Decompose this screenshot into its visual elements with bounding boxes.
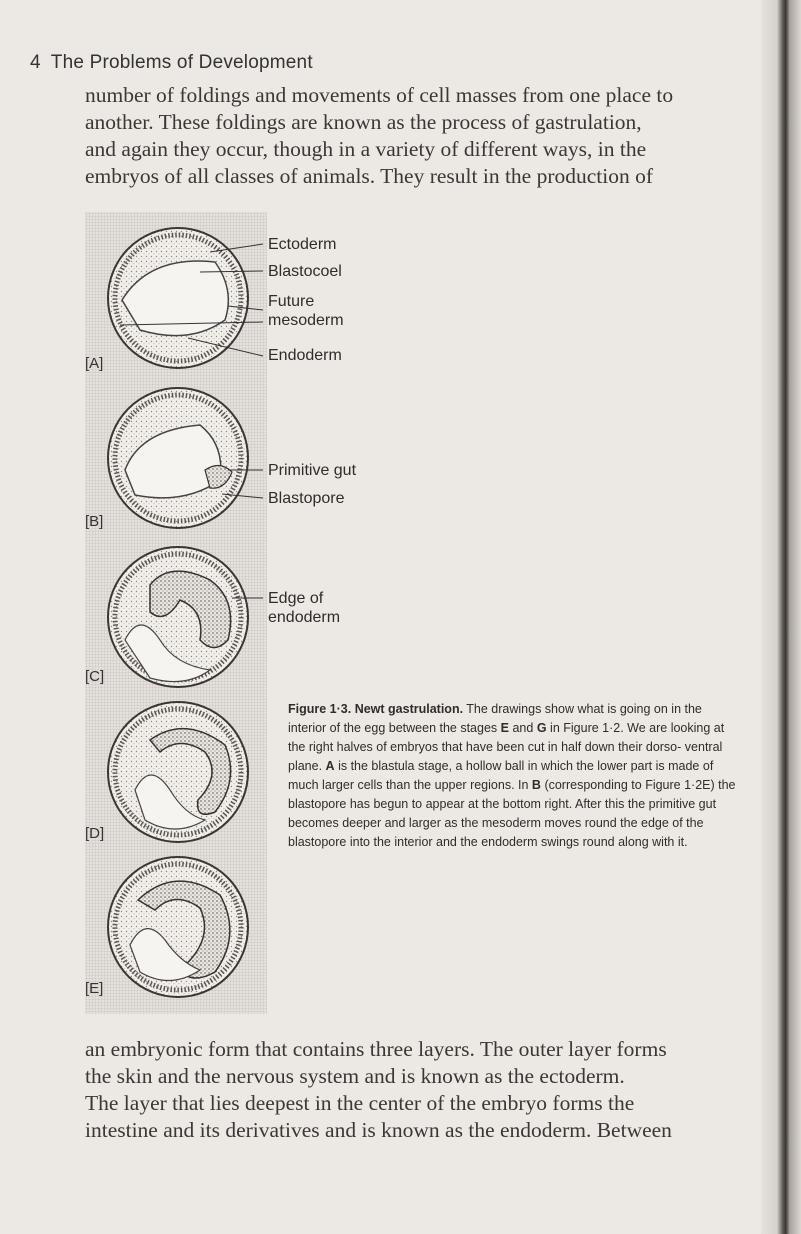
caption-bold-letter: A <box>325 759 335 773</box>
panel-label-b: [B] <box>85 513 104 530</box>
caption-text: and <box>512 721 534 735</box>
panel-label-d: [D] <box>85 825 105 842</box>
caption-text: in Figure 1·2. We are looking at the right halves <box>288 721 725 754</box>
caption-text: The drawings show what <box>466 702 604 716</box>
panel-b-embryo-drawing <box>108 388 263 528</box>
caption-bold-letter: E <box>500 721 509 735</box>
panel-label-e: [E] <box>85 980 104 997</box>
label-mesoderm: mesoderm <box>268 312 344 329</box>
text-line: an embryonic form that contains three layers. The outer layer forms <box>85 1037 667 1061</box>
panel-c-embryo-drawing <box>108 547 263 687</box>
caption-text: (corresponding to Figure 1·2E) the <box>544 778 736 792</box>
caption-figure-number: Figure 1·3. <box>288 702 352 716</box>
caption-bold-letter: G <box>536 721 547 735</box>
label-edge-of: Edge of <box>268 590 324 607</box>
body-paragraph-bottom <box>85 1036 740 1144</box>
label-endoderm-2: endoderm <box>268 609 341 626</box>
text-line: intestine and its derivatives and is known as the endoderm. Between <box>85 1118 672 1142</box>
panel-label-c: [C] <box>85 668 105 685</box>
panel-e-embryo-drawing <box>108 857 248 997</box>
panel-label-a: [A] <box>85 355 104 372</box>
panel-a-embryo-drawing <box>108 228 263 368</box>
figure-caption <box>288 700 738 852</box>
caption-text: blastopore has begun to appear at the bottom right. After <box>288 797 602 811</box>
label-future: Future <box>268 293 315 310</box>
text-line: and again they occur, though in a variety of different ways, in the <box>85 137 647 161</box>
caption-bold-letter: B <box>531 778 541 792</box>
caption-text: mesoderm moves round the edge of the blastopore into <box>288 816 704 849</box>
caption-text: the interior and the endoderm swings round along with it. <box>373 835 688 849</box>
caption-text: which the lower part is made of much larger cells than the <box>288 759 714 792</box>
caption-text: upper regions. In <box>434 778 529 792</box>
label-endoderm: Endoderm <box>268 347 342 364</box>
chapter-title: The Problems of Development <box>50 52 313 73</box>
label-ectoderm: Ectoderm <box>268 236 337 253</box>
text-line: the skin and the nervous system and is known as the ectoderm. <box>85 1064 625 1088</box>
caption-title: Newt gastrulation. <box>354 702 464 716</box>
label-blastopore: Blastopore <box>268 490 345 507</box>
caption-text: is going on in the interior of the egg between the stages <box>288 702 702 735</box>
caption-text: of embryos that have been cut in half down their dorso- <box>376 740 682 754</box>
text-line: another. These foldings are known as the process of gastrulation, <box>85 110 642 134</box>
text-line: The layer that lies deepest in the center of the embryo forms the <box>85 1091 635 1115</box>
page-number: 4 <box>30 52 41 73</box>
caption-text: is the blastula stage, a hollow ball in <box>338 759 538 773</box>
text-line: embryos of all classes of animals. They result in the production of <box>85 164 654 188</box>
label-blastocoel: Blastocoel <box>268 263 342 280</box>
caption-text: this the primitive gut becomes deeper and larger as the <box>288 797 717 830</box>
label-primitive-gut: Primitive gut <box>268 462 357 479</box>
text-line: number of foldings and movements of cell masses from one place to <box>85 83 674 107</box>
panel-d-embryo-drawing <box>108 702 248 842</box>
caption-text: ventral plane. <box>288 740 723 773</box>
